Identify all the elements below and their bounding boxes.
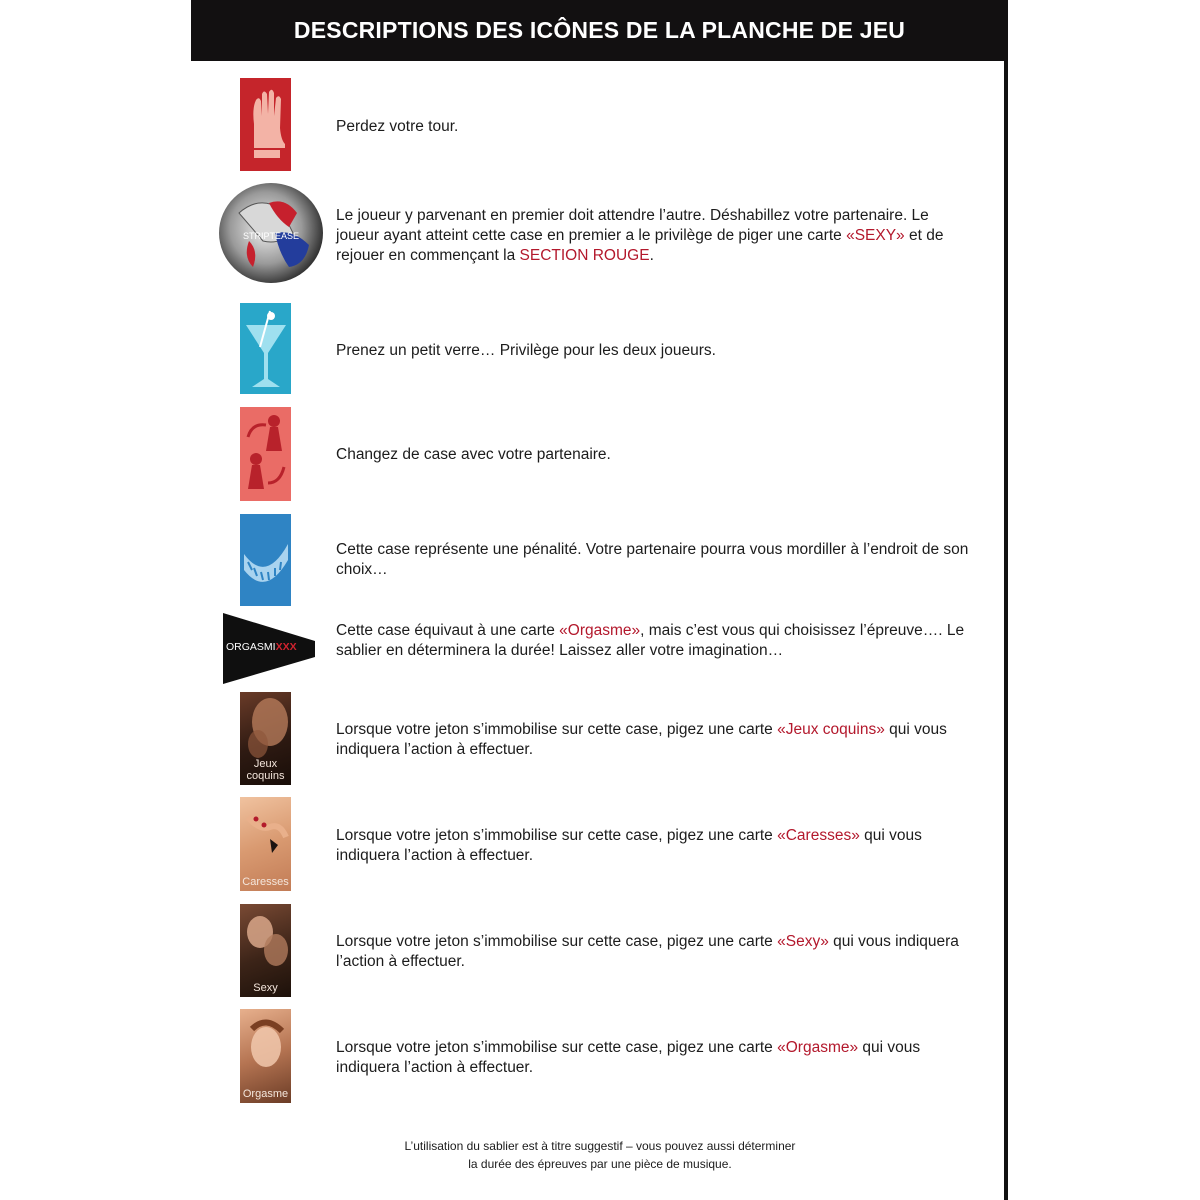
page-edge-border <box>1004 0 1008 1200</box>
item-description-7 <box>336 720 976 760</box>
item-description-5 <box>336 540 976 580</box>
sexy-card-icon <box>240 904 291 997</box>
item-description-6 <box>336 621 976 661</box>
item-description-1 <box>336 117 976 137</box>
caresses-card-icon <box>240 797 291 891</box>
footer-line-1: L’utilisation du sablier est à titre suggestif – vous pouvez aussi déterminer <box>404 1139 796 1153</box>
description-text: Prenez un petit verre… Privilège pour les deux joueurs. <box>336 342 716 359</box>
orgasmixxx-label-red: XXX <box>275 641 297 653</box>
description-text: Lorsque votre jeton s’immobilise sur cette case, pigez une carte <box>336 827 778 844</box>
highlight-text: «SEXY» <box>846 227 905 244</box>
description-text: Changez de case avec votre partenaire. <box>336 446 611 463</box>
orgasme-caption: Orgasme <box>242 1088 289 1100</box>
description-text: et de rejouer en commençant la <box>336 227 944 264</box>
description-text: Lorsque votre jeton s’immobilise sur cette case, pigez une carte <box>336 933 778 950</box>
sexy-caption: Sexy <box>253 982 278 994</box>
striptease-label: STRIPTEASE <box>242 231 299 241</box>
orgasme-card-icon <box>240 1009 291 1103</box>
item-description-9 <box>336 932 976 972</box>
item-description-10 <box>336 1038 976 1078</box>
highlight-text: SECTION ROUGE <box>519 247 650 264</box>
item-description-4 <box>336 445 976 465</box>
swap-pawns-icon <box>240 407 291 501</box>
teeth-bite-icon <box>240 514 291 606</box>
description-text: Lorsque votre jeton s’immobilise sur cette case, pigez une carte <box>336 721 778 738</box>
description-text: qui vous indiquera l’action à effectuer. <box>336 721 947 758</box>
description-text: , mais c’est vous qui choisissez l’épreuve…. Le sablier en déterminera la durée! Laissez aller votre imagination… <box>336 622 965 659</box>
description-text: qui vous indiquera l’action à effectuer. <box>336 933 959 970</box>
item-description-3 <box>336 341 976 361</box>
item-description-2 <box>336 206 976 266</box>
highlight-text: «Caresses» <box>777 827 860 844</box>
orgasmixxx-badge-icon <box>221 611 315 686</box>
jeux-coquins-caption: Jeux coquins <box>246 758 285 782</box>
description-text: qui vous indiquera l’action à effectuer. <box>336 827 922 864</box>
highlight-text: «Orgasme» <box>777 1039 859 1056</box>
hand-stop-icon <box>240 78 291 171</box>
footer-note <box>330 1137 870 1173</box>
description-text: Le joueur y parvenant en premier doit attendre l’autre. Déshabillez votre partenaire. Le joueur ayant atteint cette case en premier a le privilège de piger une carte <box>336 207 929 244</box>
description-text: qui vous indiquera l’action à effectuer. <box>336 1039 921 1076</box>
item-description-8 <box>336 826 976 866</box>
highlight-text: «Sexy» <box>777 933 829 950</box>
description-text: Perdez votre tour. <box>336 118 459 135</box>
highlight-text: «Orgasme» <box>559 622 641 639</box>
highlight-text: «Jeux coquins» <box>777 721 885 738</box>
description-text: Lorsque votre jeton s’immobilise sur cette case, pigez une carte <box>336 1039 778 1056</box>
caresses-caption: Caresses <box>242 876 289 888</box>
page-title: DESCRIPTIONS DES ICÔNES DE LA PLANCHE DE JEU <box>191 0 1008 61</box>
orgasmixxx-label-white: ORGASMI <box>226 641 276 653</box>
striptease-icon <box>219 183 323 283</box>
footer-line-2: la durée des épreuves par une pièce de musique. <box>468 1157 732 1171</box>
description-text: Cette case représente une pénalité. Votre partenaire pourra vous mordiller à l’endroit de son choix… <box>336 541 969 578</box>
description-text: . <box>649 247 654 264</box>
rules-page <box>191 0 1009 1200</box>
cocktail-glass-icon <box>240 303 291 394</box>
jeux-coquins-card-icon <box>240 692 291 785</box>
description-text: Cette case équivaut à une carte <box>336 622 560 639</box>
